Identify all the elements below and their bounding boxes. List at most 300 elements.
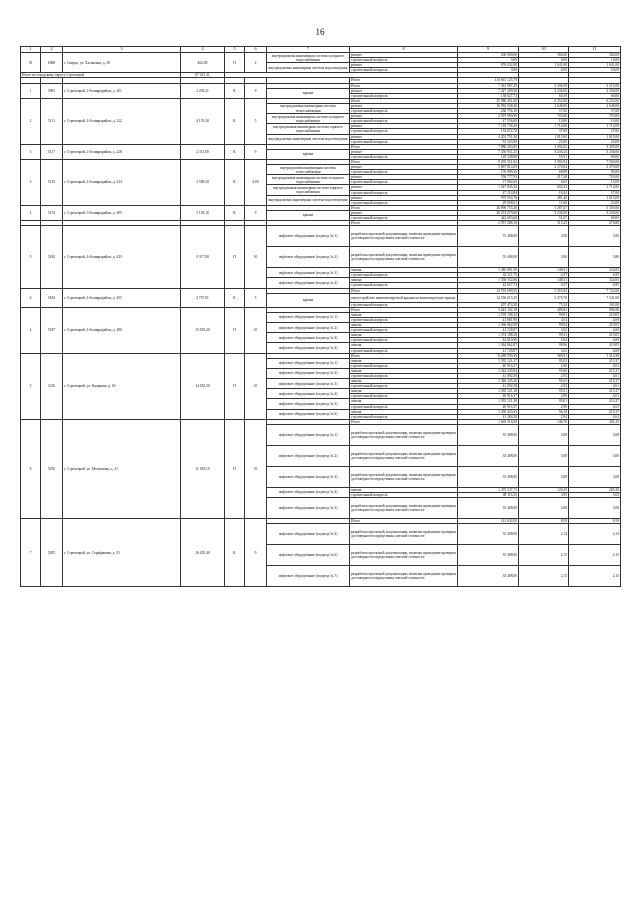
max-unit-cost: 265,30 xyxy=(569,487,621,492)
row-number: 6 xyxy=(21,288,41,307)
unit-cost: 4,57 xyxy=(519,273,569,278)
system-name: внутридомовая инженерная система холодного водоснабжения xyxy=(267,53,350,63)
system-name: лифтовое оборудование (подъезд № 6) xyxy=(267,545,350,566)
work-type: Итого xyxy=(350,221,458,226)
system-name: внутридомовая инженерная система теплоснабжения xyxy=(267,103,350,113)
work-type: ремонт xyxy=(350,103,458,108)
house-area: 9 317,00 xyxy=(181,226,225,288)
work-type: разработка проектной документации, включая проведение проверки достоверности определения сметной стоимости xyxy=(350,445,458,466)
unit-cost: 2 648,00 xyxy=(519,103,569,108)
max-unit-cost: 4,69 xyxy=(569,317,621,322)
work-cost: 153 672,70 xyxy=(458,129,519,134)
house-address: г. Стрелецкой, ул. Кадинова, д. 63 xyxy=(63,353,181,419)
max-unit-cost: 1 714,00 xyxy=(569,124,621,129)
house-area: 5 103,10 xyxy=(181,205,225,220)
max-unit-cost: 1 641,00 xyxy=(569,63,621,68)
unit-cost: 5 287,67 xyxy=(519,205,569,210)
max-unit-cost: 3 315,00 xyxy=(569,83,621,88)
work-cost: 1 385 881,00 xyxy=(458,268,519,273)
work-cost: 26 896 755,20 xyxy=(458,205,519,210)
work-cost: 35 408,00 xyxy=(458,566,519,587)
unit-cost: 1 641,00 xyxy=(519,63,569,68)
work-type: строительный контроль xyxy=(350,394,458,399)
work-cost: 1 344 345,84 xyxy=(458,368,519,373)
unit-cost: 384,00 xyxy=(519,53,569,58)
work-type: строительный контроль xyxy=(350,363,458,368)
work-type: строительный контроль xyxy=(350,414,458,419)
column-number: 2 xyxy=(41,47,63,53)
register-body xyxy=(21,47,621,587)
max-unit-cost: 4,69 xyxy=(569,328,621,333)
max-unit-cost: 2,15 xyxy=(569,566,621,587)
unit-cost: 95,66 xyxy=(519,368,569,373)
district-total-area: 87 421,41 xyxy=(181,73,225,78)
work-cost: 40 916,37 xyxy=(458,394,519,399)
max-unit-cost: 670,80 xyxy=(569,221,621,226)
house-code: 5111 xyxy=(41,98,63,144)
work-type: Итого xyxy=(350,144,458,149)
work-type: Итого xyxy=(350,159,458,164)
floor-count: 9 xyxy=(245,519,267,587)
work-cost: 1 547 845,36 xyxy=(458,185,519,190)
max-unit-cost: 37,00 xyxy=(569,190,621,195)
unit-cost: 602,43 xyxy=(519,185,569,190)
system-name: лифтовое оборудование (подъезд № 2) xyxy=(267,368,350,378)
unit-cost: 703,00 xyxy=(519,114,569,119)
district-total-label: Итого по городскому округу Стрелецкой xyxy=(21,73,181,78)
work-type: ремонт xyxy=(350,134,458,139)
column-number: 8 xyxy=(350,47,458,53)
row-number: 6 xyxy=(21,419,41,518)
max-unit-cost: 219,05 xyxy=(569,343,621,348)
unit-cost: 3,08 xyxy=(519,445,569,466)
max-unit-cost: 6 252,00 xyxy=(569,98,621,103)
unit-cost: 5 278,70 xyxy=(519,293,569,302)
wall-material: П xyxy=(225,226,245,288)
unit-cost: 3,04 xyxy=(519,338,569,343)
unit-cost: 2,15 xyxy=(519,545,569,566)
work-cost: 17 082,66 xyxy=(458,180,519,185)
work-type: Итого xyxy=(350,83,458,88)
max-unit-cost: 1 015,00 xyxy=(569,134,621,139)
max-unit-cost: 7 541,00 xyxy=(569,293,621,302)
row-number: 1 xyxy=(21,83,41,98)
work-type: Итого xyxy=(350,98,458,103)
work-cost: 7 886 203,83 xyxy=(458,144,519,149)
work-cost: 1 335 121,38 xyxy=(458,399,519,404)
house-area: 16 455,40 xyxy=(181,519,225,587)
work-cost: 558 777,93 xyxy=(458,175,519,180)
wall-material: П xyxy=(225,353,245,419)
max-unit-cost: 215,37 xyxy=(569,389,621,394)
system-name: лифтовое оборудование (подъезд № 4) xyxy=(267,278,350,288)
system-name: лифтовое оборудование (подъезд № 2) xyxy=(267,323,350,333)
max-unit-cost: 4,61 xyxy=(569,363,621,368)
unit-cost: 18,42 xyxy=(519,190,569,195)
system-name: внутридомовая инженерная система теплоснабжения xyxy=(267,165,350,175)
work-cost: 0,00 xyxy=(458,68,519,73)
house-code: 5125 xyxy=(41,159,63,205)
work-type: ремонт xyxy=(350,63,458,68)
unit-cost: 2,94 xyxy=(519,414,569,419)
system-name: внутридомовая инженерная система горячего водоснабжения xyxy=(267,124,350,134)
column-number: 6 xyxy=(245,47,267,53)
work-type: строительный контроль xyxy=(350,129,458,134)
work-cost: 26 474 079,60 xyxy=(458,210,519,215)
work-type: строительный контроль xyxy=(350,328,458,333)
work-type: ремонт xyxy=(350,114,458,119)
max-unit-cost: 324,83 xyxy=(569,268,621,273)
house-area: 2 757,91 xyxy=(181,288,225,307)
house-address: г. Стрелецкой, 2-й микрорайон, д. 228 xyxy=(63,144,181,159)
wall-material: К xyxy=(225,144,245,159)
work-type: строительный контроль xyxy=(350,170,458,175)
system-name: лифтовое оборудование (подъезд № 5) xyxy=(267,498,350,519)
wall-material: К xyxy=(225,98,245,144)
work-cost: 42 010,90 xyxy=(458,338,519,343)
work-type: Итого xyxy=(350,205,458,210)
system-name: лифтовое оборудование (подъезд № 3) xyxy=(267,466,350,487)
work-type: замена xyxy=(350,379,458,384)
work-type: ремонт xyxy=(350,124,458,129)
max-unit-cost: 4,61 xyxy=(569,373,621,378)
max-unit-cost: 3 470,00 xyxy=(569,165,621,170)
house-address: г. Стрелецкой, 2-й микрорайон, д. 201 xyxy=(63,83,181,98)
column-number: 9 xyxy=(458,47,519,53)
max-unit-cost: 215,37 xyxy=(569,358,621,363)
work-type: разработка проектной документации, включая проведение проверки достоверности определения сметной стоимости xyxy=(350,247,458,268)
max-unit-cost: 5 305,00 xyxy=(569,205,621,210)
unit-cost: 381,40 xyxy=(519,195,569,200)
unit-cost: 55,91 xyxy=(519,154,569,159)
unit-cost: 37,00 xyxy=(519,129,569,134)
work-cost: 1 335 121,37 xyxy=(458,358,519,363)
unit-cost: 217,48 xyxy=(519,175,569,180)
unit-cost: 589,91 xyxy=(519,353,569,358)
max-unit-cost: 2,15 xyxy=(569,545,621,566)
system-name: лифтовое оборудование (подъезд № 2) xyxy=(267,524,350,545)
max-unit-cost: 215,37 xyxy=(569,399,621,404)
work-cost: 41 284,50 xyxy=(458,414,519,419)
unit-cost: 3 292,65 xyxy=(519,144,569,149)
unit-cost: 4,57 xyxy=(519,283,569,288)
work-type: замена xyxy=(350,278,458,283)
system-name: лифтовое оборудование (подъезд № 3) xyxy=(267,268,350,278)
max-unit-cost: 2,14 xyxy=(569,524,621,545)
max-unit-cost: 3 236,00 xyxy=(569,88,621,93)
unit-cost: 3 582,94 xyxy=(519,159,569,164)
work-type: замена xyxy=(350,487,458,492)
house-code: 5184 xyxy=(41,288,63,307)
unit-cost: 146,70 xyxy=(519,419,569,424)
work-type: строительный контроль xyxy=(350,493,458,498)
floor-count: 10 xyxy=(245,307,267,353)
work-cost: 42 657,74 xyxy=(458,283,519,288)
column-number: 4 xyxy=(181,47,225,53)
system-name: лифтовое оборудование (подъезд № 3) xyxy=(267,333,350,343)
work-cost: 7 361 907,29 xyxy=(458,83,519,88)
system-name: внутридомовая инженерная система водоотведения xyxy=(267,134,350,144)
floor-count: 4,00 xyxy=(245,159,267,205)
row-number: 35 xyxy=(21,53,41,73)
wall-material: К xyxy=(225,159,245,205)
max-unit-cost: 215,37 xyxy=(569,379,621,384)
house-area: 2 509,50 xyxy=(181,159,225,205)
work-cost: 0,00 xyxy=(458,58,519,63)
work-type: замена xyxy=(350,368,458,373)
house-area: 2 295,21 xyxy=(181,83,225,98)
max-unit-cost: 85,00 xyxy=(569,170,621,175)
max-unit-cost: 5,63 xyxy=(569,493,621,498)
wall-material: К xyxy=(225,519,245,587)
unit-cost: 57,00 xyxy=(519,109,569,114)
unit-cost: 2,92 xyxy=(519,373,569,378)
work-cost: 91 525,90 xyxy=(458,139,519,144)
floor-count: 5 xyxy=(245,98,267,144)
work-type: ремонт xyxy=(350,165,458,170)
unit-cost: 95,65 xyxy=(519,379,569,384)
work-type: строительный контроль xyxy=(350,373,458,378)
house-area: 2 311,00 xyxy=(181,144,225,159)
work-cost: 41 728,87 xyxy=(458,328,519,333)
work-type: ремонт xyxy=(350,88,458,93)
work-cost: 2 919 969,90 xyxy=(458,114,519,119)
max-unit-cost: 7 722,00 xyxy=(569,288,621,293)
work-cost: 9 295 551,82 xyxy=(458,159,519,164)
work-cost: 41 092,58 xyxy=(458,373,519,378)
unit-cost: 3,90 xyxy=(519,226,569,247)
house-area: 14 052,50 xyxy=(181,353,225,419)
max-unit-cost: 3,80 xyxy=(569,247,621,268)
work-cost: 35 408,00 xyxy=(458,524,519,545)
wall-material: К xyxy=(225,205,245,220)
work-type: строительный контроль xyxy=(350,154,458,159)
max-unit-cost: 50,00 xyxy=(569,68,621,73)
system-name: лифтовое оборудование (подъезд № 7) xyxy=(267,566,350,587)
column-number: 7 xyxy=(267,47,350,53)
work-type: замена xyxy=(350,389,458,394)
unit-cost: 3,04 xyxy=(519,317,569,322)
work-cost: 207 474,30 xyxy=(458,302,519,307)
house-code: 5230 xyxy=(41,419,63,518)
work-cost: 40 916,37 xyxy=(458,363,519,368)
max-unit-cost: 219,05 xyxy=(569,312,621,317)
system-name: лифтовое оборудование (подъезд № 3) xyxy=(267,379,350,389)
work-cost: 200 000,00 xyxy=(458,53,519,58)
work-cost: 8 289 590,28 xyxy=(458,353,519,358)
column-number: 1 xyxy=(21,47,41,53)
work-type: ремонт xyxy=(350,175,458,180)
unit-cost: 2,14 xyxy=(519,524,569,545)
system-name: лифтовое оборудование (подъезд № 1) xyxy=(267,312,350,322)
work-cost: 5 643 192,18 xyxy=(458,307,519,312)
column-number: 5 xyxy=(225,47,245,53)
column-number: 10 xyxy=(519,47,569,53)
unit-cost: 96,10 xyxy=(519,409,569,414)
max-unit-cost: 703,00 xyxy=(569,175,621,180)
system-name: лифтовое оборудование (подъезд № 4) xyxy=(267,389,350,399)
row-number: 4 xyxy=(21,205,41,220)
floor-count: 10 xyxy=(245,226,267,288)
table-row xyxy=(21,226,621,247)
work-cost: 141 632,00 xyxy=(458,519,519,524)
unit-cost: 2,15 xyxy=(519,566,569,587)
system-name: лифтовое оборудование (подъезд № 1) xyxy=(267,424,350,445)
unit-cost: 68,89 xyxy=(519,170,569,175)
work-type: замена xyxy=(350,358,458,363)
max-unit-cost: 3 305,00 xyxy=(569,144,621,149)
work-cost: 1 335 121,38 xyxy=(458,389,519,394)
work-type: ремонт xyxy=(350,195,458,200)
work-cost: 48 116,33 xyxy=(458,493,519,498)
unit-cost: 3,95 xyxy=(519,493,569,498)
work-cost: 7 118 756,20 xyxy=(458,124,519,129)
unit-cost: 95,01 xyxy=(519,389,569,394)
system-name: крыша xyxy=(267,88,350,98)
register-table-wrap xyxy=(20,46,620,587)
max-unit-cost: 3,08 xyxy=(569,445,621,466)
unit-cost: 3 236,00 xyxy=(519,88,569,93)
row-number: 2 xyxy=(21,98,41,144)
work-cost: 55 408,00 xyxy=(458,247,519,268)
max-unit-cost: 37,00 xyxy=(569,129,621,134)
max-unit-cost: 15,00 xyxy=(569,180,621,185)
unit-cost: 3 236,24 xyxy=(519,149,569,154)
max-unit-cost: 4,61 xyxy=(569,394,621,399)
work-cost: 1 364 862,07 xyxy=(458,343,519,348)
house-area: 11 459,10 xyxy=(181,419,225,518)
work-type: ремонт xyxy=(350,149,458,154)
wall-material: К xyxy=(225,83,245,98)
work-type: Итого xyxy=(350,419,458,424)
max-unit-cost: 7 503,00 xyxy=(569,159,621,164)
max-unit-cost: 4,61 xyxy=(569,384,621,389)
unit-cost: 2,90 xyxy=(519,394,569,399)
unit-cost: 11,66 xyxy=(519,200,569,205)
work-type: замена xyxy=(350,312,458,317)
house-area: 15 810,20 xyxy=(181,307,225,353)
system-name: лифтовое оборудование (подъезд № 4) xyxy=(267,343,350,353)
max-unit-cost: 324,83 xyxy=(569,278,621,283)
max-unit-cost: 219,05 xyxy=(569,333,621,338)
max-unit-cost: 5 236,00 xyxy=(569,210,621,215)
max-unit-cost: 3,08 xyxy=(569,466,621,487)
work-type: Итого xyxy=(350,353,458,358)
unit-cost: 6,65 xyxy=(519,180,569,185)
work-type: ремонт xyxy=(350,210,458,215)
unit-cost: 3,08 xyxy=(519,466,569,487)
floor-count: 10 xyxy=(245,419,267,518)
system-name: крыша xyxy=(267,293,350,307)
max-unit-cost: 1 015,00 xyxy=(569,195,621,200)
work-cost: 47 314,84 xyxy=(458,190,519,195)
work-cost: 1 374 188,28 xyxy=(458,333,519,338)
work-type: Итого xyxy=(350,519,458,524)
work-type: разработка проектной документации, включая проведение проверки достоверности определения сметной стоимости xyxy=(350,524,458,545)
max-unit-cost: 1 314,38 xyxy=(569,353,621,358)
unit-cost: 5 236,00 xyxy=(519,210,569,215)
max-unit-cost: 1 714,00 xyxy=(569,185,621,190)
work-type: строительный контроль xyxy=(350,302,458,307)
house-address: г. Стрелецкой, ул. Серафимова, д. 55 xyxy=(63,519,181,587)
unit-cost: 99,51 xyxy=(519,333,569,338)
unit-cost: 0,00 xyxy=(519,68,569,73)
unit-cost: 3,02 xyxy=(519,348,569,353)
unit-cost: 2,92 xyxy=(519,384,569,389)
wall-material: К xyxy=(225,288,245,307)
work-cost: 47 556,00 xyxy=(458,119,519,124)
house-code: 5182 xyxy=(41,226,63,288)
unit-cost: 6 252,00 xyxy=(519,98,569,103)
max-unit-cost: 2 648,00 xyxy=(569,103,621,108)
work-type: строительный контроль xyxy=(350,283,458,288)
work-cost: 129 328,80 xyxy=(458,154,519,159)
system-name: крыша xyxy=(267,149,350,159)
unit-cost: 23,00 xyxy=(519,139,569,144)
unit-cost: 51,67 xyxy=(519,216,569,221)
max-unit-cost: 3,08 xyxy=(569,424,621,445)
page-number: 16 xyxy=(315,27,325,37)
unit-cost: 3,02 xyxy=(519,328,569,333)
house-area: 402,00 xyxy=(181,53,225,73)
work-cost: 4 201 751,50 xyxy=(458,134,519,139)
work-type: разработка проектной документации, включая проведение проверки достоверности определения сметной стоимости xyxy=(350,466,458,487)
unit-cost: 3,80 xyxy=(519,247,569,268)
unit-cost: 3,08 xyxy=(519,424,569,445)
work-type: замена xyxy=(350,268,458,273)
work-cost: 236 756,10 xyxy=(458,109,519,114)
max-unit-cost: 69,00 xyxy=(569,154,621,159)
floor-count: 10 xyxy=(245,353,267,419)
system-name: лифтовое оборудование (подъезд № 1) xyxy=(267,358,350,368)
house-address: г. Стрелецкой, 2-й микрорайон, д. 234 xyxy=(63,159,181,205)
house-code: 3216 xyxy=(41,353,63,419)
work-type: переустройство невентилируемой крыши на вентилируемую крышу xyxy=(350,293,458,302)
house-code: 5285 xyxy=(41,519,63,587)
max-unit-cost: 384,00 xyxy=(569,53,621,58)
max-unit-cost: 6,95 xyxy=(569,273,621,278)
work-type: строительный контроль xyxy=(350,384,458,389)
unit-cost: 315,25 xyxy=(519,221,569,226)
work-type: строительный контроль xyxy=(350,348,458,353)
work-type: замена xyxy=(350,333,458,338)
unit-cost: 5 353,94 xyxy=(519,288,569,293)
max-unit-cost: 215,37 xyxy=(569,409,621,414)
work-type: строительный контроль xyxy=(350,404,458,409)
max-unit-cost: 4,69 xyxy=(569,348,621,353)
system-name: внутридомовая инженерная система горячего водоснабжения xyxy=(267,185,350,195)
column-number: 3 xyxy=(63,47,181,53)
house-address: г. Свирск, ул. Хасанская, д. 20 xyxy=(63,53,181,73)
max-unit-cost: 10,00 xyxy=(569,58,621,63)
unit-cost: 99,81 xyxy=(519,312,569,317)
system-name: лифтовое оборудование (подъезд № 5) xyxy=(267,399,350,409)
row-number: 3 xyxy=(21,159,41,205)
work-cost: 25 986 451,60 xyxy=(458,98,519,103)
unit-cost: 148,51 xyxy=(519,268,569,273)
register-table xyxy=(20,46,621,587)
work-type: разработка проектной документации, включая проведение проверки достоверности определения сметной стоимости xyxy=(350,498,458,519)
row-number: 7 xyxy=(21,519,41,587)
work-cost: 110 661 125,79 xyxy=(458,78,519,83)
work-cost: 422 693,60 xyxy=(458,216,519,221)
system-name: лифтовое оборудование (подъезд № 1) xyxy=(267,226,350,247)
max-unit-cost: 281,25 xyxy=(569,419,621,424)
unit-cost: 2,90 xyxy=(519,404,569,409)
max-unit-cost: 161,00 xyxy=(569,302,621,307)
floor-count: 9 xyxy=(245,144,267,159)
house-address: г. Стрелецкой, 3-й микрорайон, д. 305 xyxy=(63,205,181,220)
